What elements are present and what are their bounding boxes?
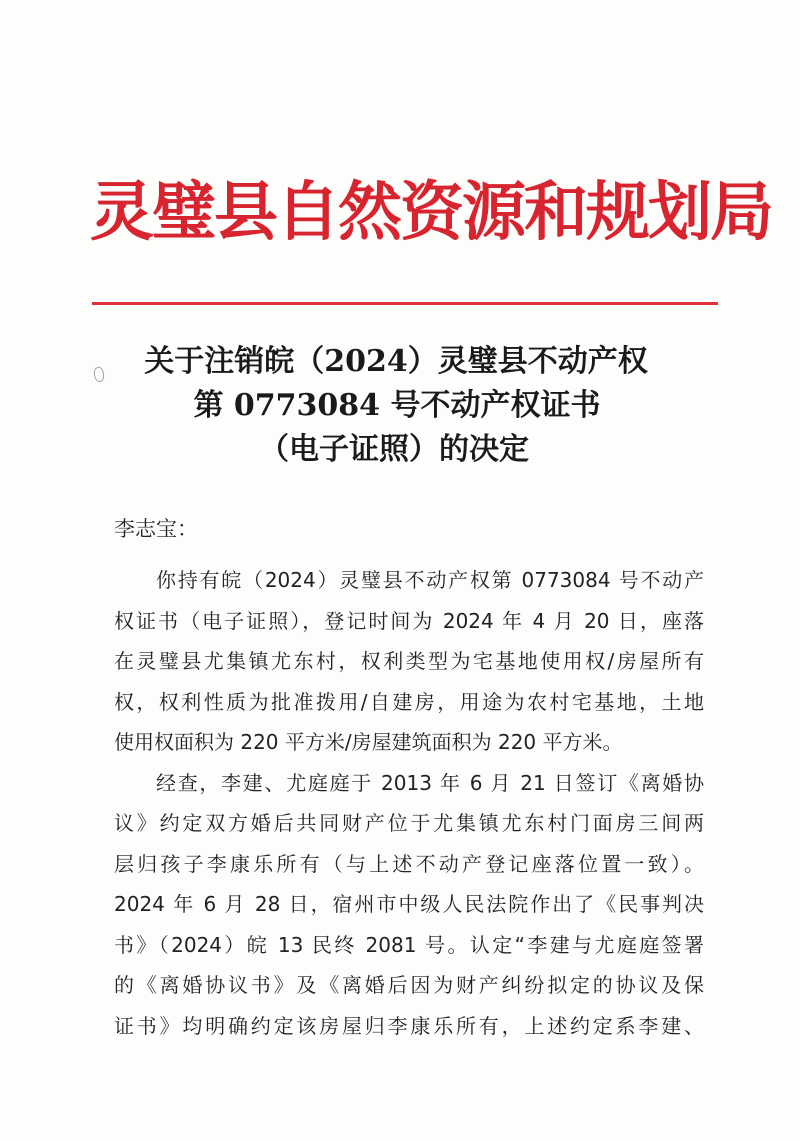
text-line: 权证书（电子证照），登记时间为 2024 年 4 月 20 日，座落 (114, 608, 704, 633)
text-line: 2024 年 6 月 28 日，宿州市中级人民法院作出了《民事判决 (114, 892, 704, 916)
paragraph-2 (114, 763, 704, 1047)
text-line: 层归孩子李康乐所有（与上述不动产登记座落位置一致）。 (114, 851, 704, 876)
paragraph-1 (114, 560, 704, 763)
text-line: 在灵璧县尤集镇尤东村，权利类型为宅基地使用权/房屋所有 (114, 649, 704, 673)
text-line: 议》约定双方婚后共同财产位于尤集镇尤东村门面房三间两 (114, 811, 704, 835)
salutation: 李志宝： (114, 517, 198, 541)
text-line: 证书》均明确约定该房屋归李康乐所有，上述约定系李建、 (114, 1013, 704, 1038)
text-line: 你持有皖（2024）灵璧县不动产权第 0773084 号不动产 (156, 568, 704, 592)
text-line: 权，权利性质为批准拨用/自建房，用途为农村宅基地，土地 (114, 689, 704, 714)
text-line: 书》（2024）皖 13 民终 2081 号。认定“李建与尤庭庭签署 (114, 932, 704, 957)
text-line: 的《离婚协议书》及《离婚后因为财产纠纷拟定的协议及保 (114, 973, 704, 997)
text-line: 经查，李建、尤庭庭于 2013 年 6 月 21 日签订《离婚协 (156, 770, 704, 795)
letterhead-org-name: 灵璧县自然资源和规划局 (90, 175, 772, 250)
body-text (114, 560, 704, 1046)
title-line-3: （电子证照）的决定 (259, 432, 529, 467)
document-title (0, 340, 800, 472)
title-line-1: 关于注销皖（2024）灵璧县不动产权 (144, 344, 648, 379)
title-line-2: 第 0773084 号不动产权证书 (193, 388, 601, 423)
text-line: 使用权面积为 220 平方米/房屋建筑面积为 220 平方米。 (114, 730, 623, 754)
letterhead-red-divider (92, 302, 718, 305)
